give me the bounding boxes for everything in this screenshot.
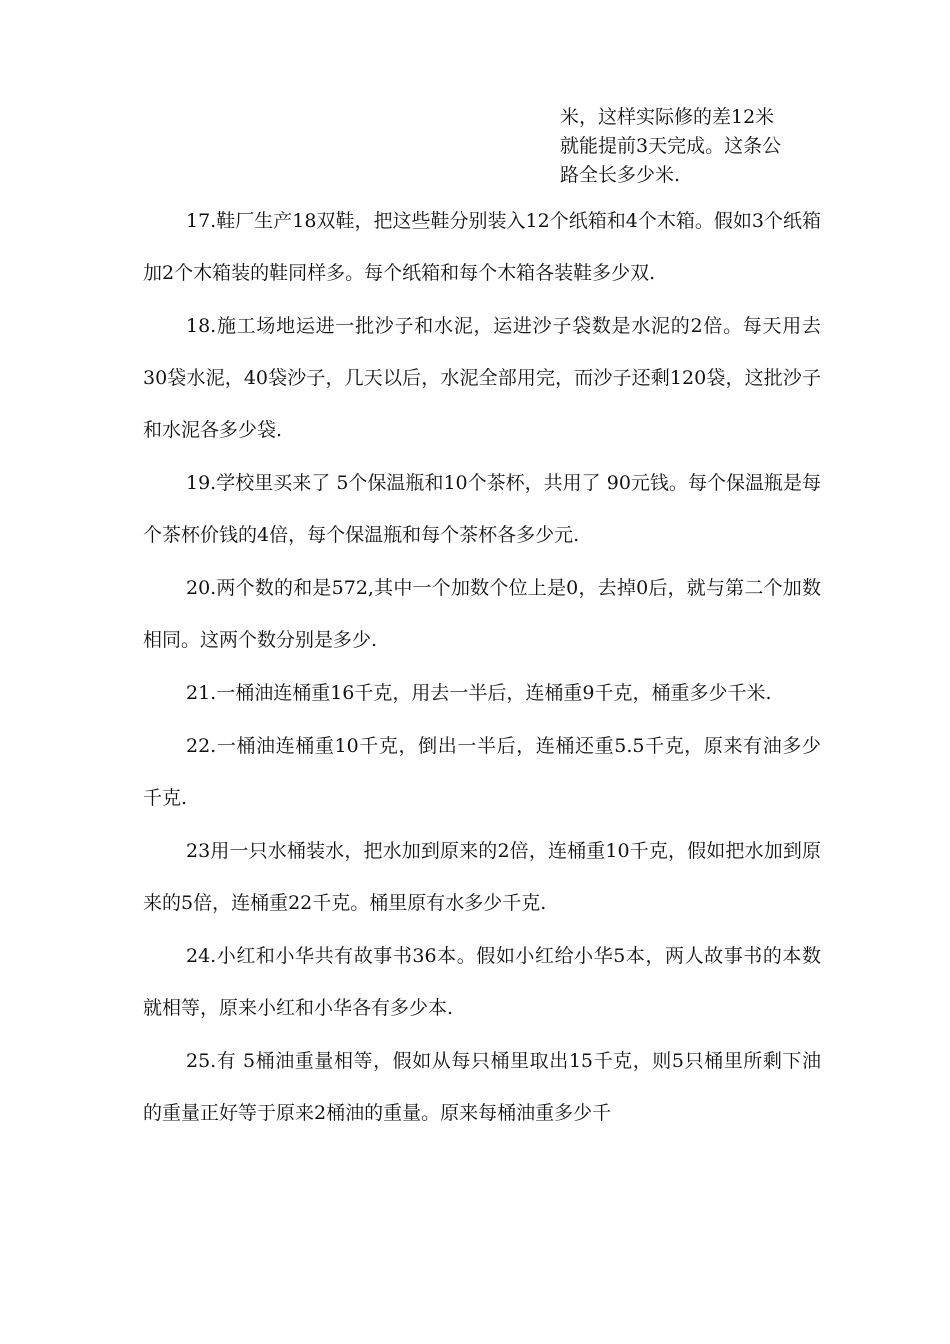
problem-21: 21.一桶油连桶重16千克，用去一半后，连桶重9千克，桶重多少千米. bbox=[186, 682, 772, 704]
problem-20: 20.两个数的和是572,其中一个加数个位上是0，去掉0后，就与第二个加数相同。这两个数分别是多少. bbox=[143, 577, 821, 651]
problem-22: 22.一桶油连桶重10千克，倒出一半后，连桶还重5.5千克，原来有油多少千克. bbox=[143, 735, 821, 809]
continued-problem-fragment bbox=[560, 103, 830, 190]
problem-19: 19.学校里买来了 5个保温瓶和10个茶杯，共用了 90元钱。每个保温瓶是每个茶杯价钱的4倍，每个保温瓶和每个茶杯各多少元. bbox=[143, 472, 821, 546]
fragment-line: 米，这样实际修的差12米 bbox=[560, 106, 775, 128]
problem-25: 25.有 5桶油重量相等，假如从每只桶里取出15千克，则5只桶里所剩下油的重量正好等于原来2桶油的重量。原来每桶油重多少千 bbox=[143, 1050, 821, 1124]
problem-18: 18.施工场地运进一批沙子和水泥，运进沙子袋数是水泥的2倍。每天用去30袋水泥，40袋沙子，几天以后，水泥全部用完，而沙子还剩120袋，这批沙子和水泥各多少袋. bbox=[143, 315, 821, 441]
problem-24: 24.小红和小华共有故事书36本。假如小红给小华5本，两人故事书的本数就相等，原来小红和小华各有多少本. bbox=[143, 945, 821, 1019]
problem-17: 17.鞋厂生产18双鞋，把这些鞋分别装入12个纸箱和4个木箱。假如3个纸箱加2个木箱装的鞋同样多。每个纸箱和每个木箱各装鞋多少双. bbox=[143, 210, 821, 284]
fragment-line: 就能提前3天完成。这条公 bbox=[560, 135, 782, 157]
problem-list bbox=[143, 195, 821, 1140]
fragment-line: 路全长多少米. bbox=[560, 164, 681, 186]
problem-23: 23用一只水桶装水，把水加到原来的2倍，连桶重10千克，假如把水加到原来的5倍，连桶重22千克。桶里原有水多少千克. bbox=[143, 840, 821, 914]
